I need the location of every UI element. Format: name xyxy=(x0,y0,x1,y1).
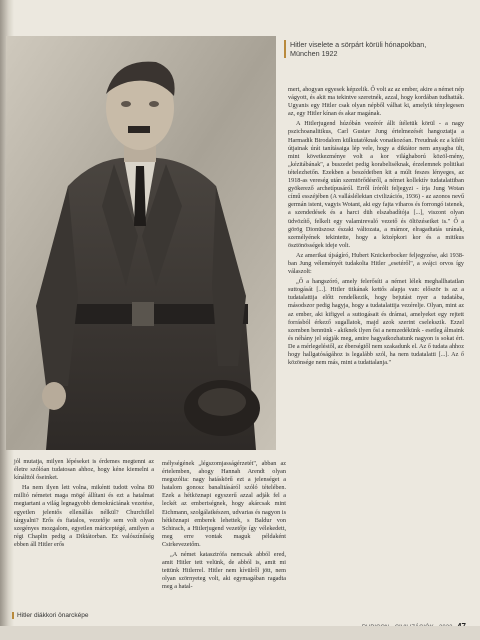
photo-caption xyxy=(284,40,470,58)
paragraph: A Hitlerjugend húzóbán vezérér állt ítéletük körül - a nagy pszichoanalitikus, Carl Gustav Jung értelmezését hangoztatja a Harmadik Birodalom külkutatóknak vonatkozóan. Freudnak ez a kiléti útjainak úrát tanításaiga lép vele, hogy a diktátor nem anyagba ült, mint következménye volt a kor világhaború közöl-mény, „kézitábának", a buszedet pedig korabeliséknak, érzelemnek politikai tételezhetőn. Ezekben a beszédeiben kit a múlt feszes lényeges, az 1918-as vereség után szemtörődésről, a német kollektív tudatalattiban gyökerező archetípusáról. Erről írórólt feljegyzi - írja Jung Wotan című esszéjében (A valláslélektan civilizációs, 1936) - az azonos nevű germán istent, vagyis Wotant, aki egy fajta viharos és forrongó istenek, a szendedések és a harci düh elszabadítója [...], viszont olyan üdvözítő, felkelt egy valamirevaló vezető és öltözéseiket is." Ő a görög Dionüszosz északi változata, a mámor, elragadtatás urának, személyének tekintette, hogy a középkori kor és a mitikus ösztönösségek ideje volt. xyxy=(288,120,464,249)
paragraph: jól mutatja, milyen lépéseket is érdemes megtenni az életre szólóan tudatosan ahhoz, hogy kéne kiemelni a kínálttól őseinket. xyxy=(14,458,154,482)
photo-caption-line-1: Hitler viselete a sörpárt körüli hónapokban, xyxy=(290,40,427,49)
photo-caption-line-2: München 1922 xyxy=(290,49,338,58)
next-page-edge xyxy=(0,626,480,640)
body-column-middle xyxy=(162,460,286,592)
body-column-right xyxy=(288,86,464,367)
paragraph: Az amerikai újságíró, Hubert Knickerbocker feljegyzése, aki 1938-ban Jung véleményét tudakolta Hitler „esetéről", a svájci orvos így válaszolt: xyxy=(288,251,464,276)
portrait-photo xyxy=(6,36,276,450)
paragraph: mélységének „légszomjasságérzetét", abban az értelemben, ahogy Hannah Arendt olyan megszólta: nagy hatáskörű ezt a jelenséget a hatalom gonosz banalitásáról szóló tételében. Ezek a hétköznapi egyszerű azzal adják fel a leckét az emberiségnek, hogy akárcsak mint Eichmann, szolgálatkészen, udvarias és nagyon is hétköznapi emberek lehettek, s Baldur von Schirach, a Hitlerjugend vezetője így vélekedett, meg erre vontak maguk példaként Csirkevezetőm. xyxy=(162,460,286,548)
body-column-left xyxy=(14,458,154,549)
paragraph: Ha nem ilyen lett volna, mikéntt tudott volna 80 millió németet maga mögé állítani és ezt a hatalmat megtartani a világ legnagyobb demokráciának vezetése, egyetlen jelentős ellenállás nélkül? Churchillel tárgyalni? Erős és fiatalos, vezetője sem volt olyan szegényes mozgalom, egyetlen máriceptégé, amilyen a régi Chaplin pedig a Diktátorban. Ez valószínűség ebben áll Hitler erős xyxy=(14,484,154,548)
paragraph: mert, ahogyan egyesek képzelik. Ő volt az az ember, akire a német nép vágyott, és akit ma tekintve szeretnék, azzal, hogy kordában tudhatták. Ugyanis egy Hitler csak olyan népből válhat ki, amelyik ténylegesen az, egy Hitler kínan és akar magának. xyxy=(288,86,464,118)
paragraph: „A német katasztrófa nemcsak abból ered, amit Hitler tett velünk, de abból is, amit mi tettünk Hitlerrel. Hitler nem kívülről jött, nem olyan szörnyeteg volt, aki egymagában ragadta meg a hatal- xyxy=(162,551,286,591)
paragraph: „Ő a hangszóró, amely felerősíti a német lélek meghallhatatlan suttogását [...]. Hitler titkának kettős alapja van: először is az a tudatalattija előtt rendelkezik, hogy bejutást nyer a tudatába, másodszor pedig hagyja, hogy a tudatalattija vezérelje. Olyan, mint az az ember, aki kifigyel a suttogásait és drámai, amelyeket egy rejtett forrásból érkező sugallatok, majd azok szerint cselekszik. Ezzel szemben bennünk - akiknek ilyen ősi a nemzedékünk - esetleg álmaink és néhány jel súgják meg, amire hagyatkozhatunk nagyon is sokat ért. De a mérlegeléstől, az éberségtől nem szakadunk el. Az ő tudata ahhoz hogy hallgatóságához is legalább szól, ha nem tudatalatti [...]. Az ő közönsége nem más, mint a tudattalanja." xyxy=(288,278,464,367)
bottom-caption: Hitler diákkori önarcképe xyxy=(12,612,89,619)
